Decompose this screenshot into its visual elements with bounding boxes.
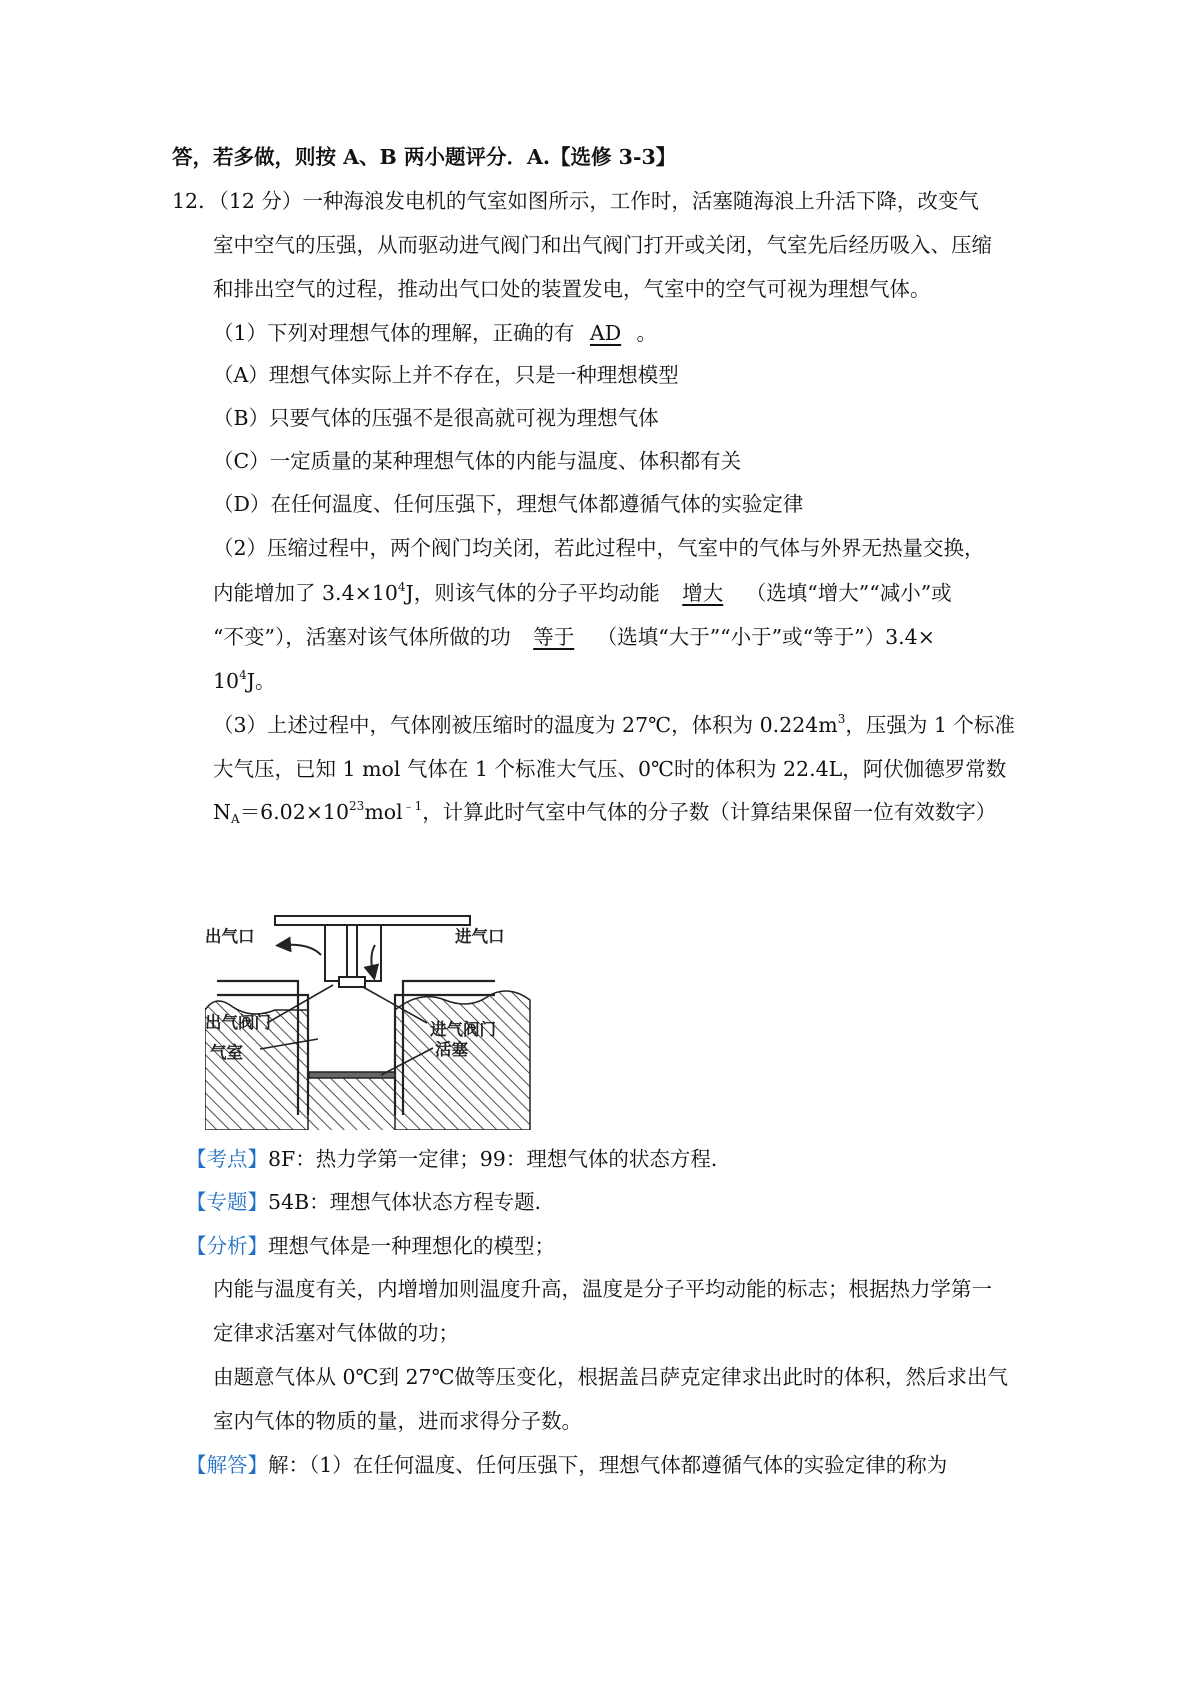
part3-line-1: （3）上述过程中，气体刚被压缩时的温度为 27℃，体积为 $0.224m^3$，压强为 1 个标准	[213, 712, 1015, 737]
option-d: （D）在任何温度、任何压强下，理想气体都遵循气体的实验定律	[213, 492, 804, 516]
jieda-tag: 【解答】	[186, 1453, 268, 1477]
label-piston: 活塞	[435, 1040, 468, 1059]
outlet-arrow-icon	[283, 945, 321, 955]
label-chamber: 气室	[210, 1043, 243, 1062]
fenxi-line-3: 定律求活塞对气体做的功；	[213, 1321, 459, 1345]
air-chamber-diagram	[205, 915, 545, 1130]
fenxi-line-4: 由题意气体从 0℃到 27℃做等压变化，根据盖吕萨克定律求出此时的体积，然后求出气	[213, 1365, 1009, 1389]
top-cap	[275, 916, 470, 925]
part2-answer-blank-1: 增大	[682, 581, 724, 605]
question-number: 12．（12 分）	[172, 189, 303, 213]
part1-prompt: （1）下列对理想气体的理解，正确的有 AD 。	[213, 318, 1020, 348]
sea-wave-hatch	[205, 991, 530, 1130]
option-b: （B）只要气体的压强不是很高就可视为理想气体	[213, 406, 659, 430]
part2-line-4: $10^4J$。	[213, 668, 276, 693]
section-header: 答，若多做，则按 A、B 两小题评分．A.【选修 3-3】	[172, 145, 677, 169]
part1-answer-blank: AD	[589, 321, 622, 345]
kaodian-line: 【考点】8F：热力学第一定律；99：理想气体的状态方程．	[186, 1147, 732, 1171]
part3-line-3: $N_A=6.02\times 10^{23}mol^{﹣1}$，计算此时气室中气体的分子数（计算结果保留一位有效数字）	[213, 799, 997, 826]
question-stem-line-2: 室中空气的压强，从而驱动进气阀门和出气阀门打开或关闭，气室先后经历吸入、压缩	[213, 233, 992, 257]
label-outlet: 出气口	[205, 927, 255, 946]
kaodian-tag: 【考点】	[186, 1147, 268, 1171]
option-a: （A）理想气体实际上并不存在，只是一种理想模型	[213, 363, 679, 387]
fenxi-tag: 【分析】	[186, 1234, 268, 1258]
fenxi-line-5: 室内气体的物质的量，进而求得分子数。	[213, 1409, 582, 1433]
label-inlet: 进气口	[455, 927, 505, 946]
question-stem-line-3: 和排出空气的过程，推动出气口处的装置发电，气室中的空气可视为理想气体。	[213, 277, 931, 301]
part2-line-2: 内能增加了 $3.4\times 10^4J$，则该气体的分子平均动能 增大 （选填“增大”“减小”或	[213, 578, 1020, 608]
fenxi-line-1: 【分析】理想气体是一种理想化的模型；	[186, 1234, 555, 1258]
fenxi-line-2: 内能与温度有关，内增增加则温度升高，温度是分子平均动能的标志；根据热力学第一	[213, 1277, 992, 1301]
label-inlet-valve: 进气阀门	[430, 1020, 496, 1039]
part2-line-3: “不变”），活塞对该气体所做的功 等于 （选填“大于”“小于”或“等于”）3.4×	[213, 622, 1020, 652]
part3-line-2: 大气压，已知 1 mol 气体在 1 个标准大气压、0℃时的体积为 22.4L，阿伏伽德罗常数	[213, 757, 1007, 781]
part2-answer-blank-2: 等于	[533, 625, 575, 649]
label-outlet-valve: 出气阀门	[205, 1013, 271, 1032]
jieda-line: 【解答】解：（1）在任何温度、任何压强下，理想气体都遵循气体的实验定律的称为	[186, 1453, 948, 1477]
valve-block	[339, 977, 365, 987]
question-stem-line-1: 12．（12 分）一种海浪发电机的气室如图所示，工作时，活塞随海浪上升活下降，改变气	[172, 189, 979, 213]
air-chamber-figure	[205, 915, 545, 1130]
inlet-arrow-icon	[371, 945, 375, 973]
part2-line-1: （2）压缩过程中，两个阀门均关闭，若此过程中，气室中的气体与外界无热量交换，	[213, 536, 985, 560]
option-c: （C）一定质量的某种理想气体的内能与温度、体积都有关	[213, 449, 742, 473]
zhuanti-tag: 【专题】	[186, 1190, 268, 1214]
zhuanti-line: 【专题】54B：理想气体状态方程专题．	[186, 1190, 556, 1214]
